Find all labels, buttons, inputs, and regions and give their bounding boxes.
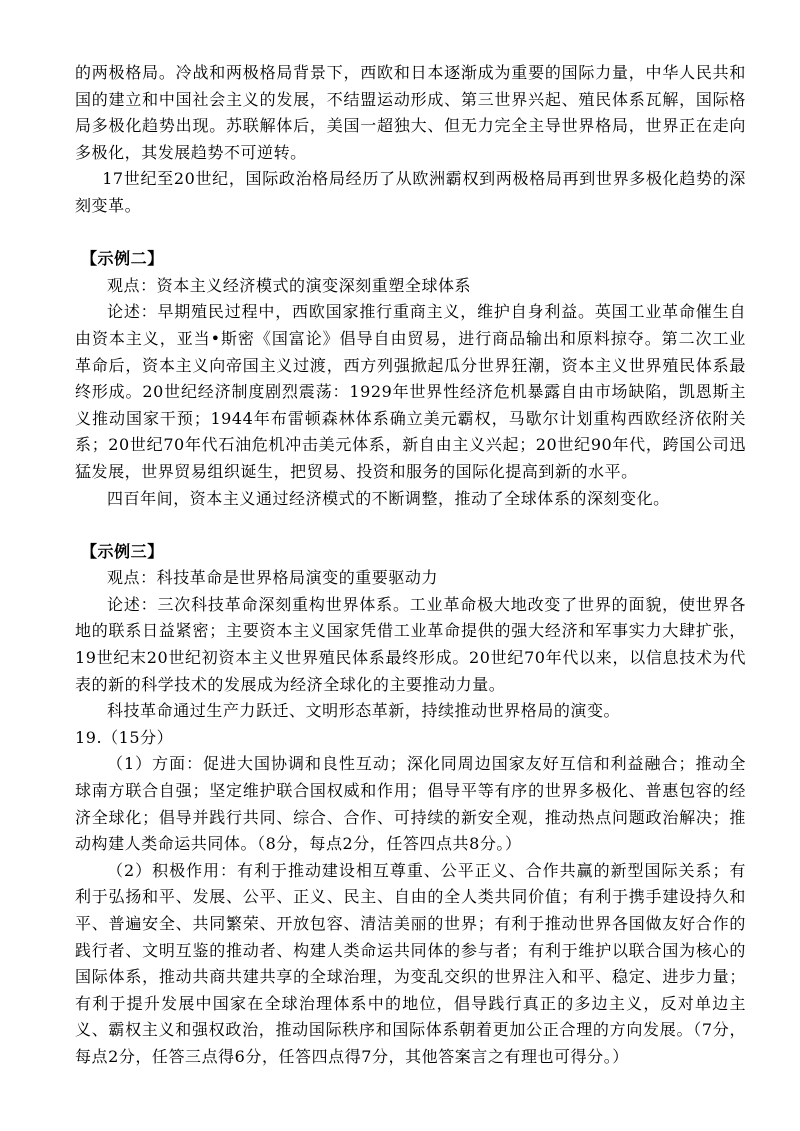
example-3-conclusion: 科技革命通过生产力跃迁、文明形态革新，持续推动世界格局的演变。 [107,701,621,721]
example-3-heading: 【示例三】 [81,541,164,561]
spacer [75,220,746,247]
intro-paragraph-2: 17世纪至20世纪，国际政治格局经历了从欧洲霸权到两极格局再到世界多极化趋势的深刻变革。 [75,169,746,215]
question-19-part-2: （2）积极作用：有利于推动建设相互尊重、公平正义、合作共赢的新型国际关系；有利于弘扬和平、发展、公平、正义、民主、自由的全人类共同价值；有利于携手建设持久和平、普遍安全、共同繁荣、开放包容、清洁美丽的世界；有利于推动世界各国做友好合作的践行者、文明互鉴的推动者、构建人类命运共同体的参与者；有利于维护以联合国为核心的国际体系，推动共商共建共享的全球治理，为变乱交织的世界注入和平、稳定、进步力量；有利于提升发展中国家在全球治理体系中的地位，倡导践行真正的多边主义，反对单边主义、霸权主义和强权政治，推动国际秩序和国际体系朝着更加公正合理的方向发展。（7分，每点2分，任答三点得6分，任答四点得7分，其他答案言之有理也可得分。） [75,860,746,1066]
example-3-viewpoint: 观点：科技革命是世界格局演变的重要驱动力 [107,568,439,588]
example-3-argument: 论述：三次科技革命深刻重构世界体系。工业革命极大地改变了世界的面貌，使世界各地的联系日益紧密；主要资本主义国家凭借工业革命提供的强大经济和军事实力大肆扩张，19世纪末20世纪初资本主义世界殖民体系最终形成。20世纪70年代以来，以信息技术为代表的新的科学技术的发展成为经济全球化的主要推动力量。 [75,594,746,694]
intro-paragraph-1: 的两极格局。冷战和两极格局背景下，西欧和日本逐渐成为重要的国际力量，中华人民共和国的建立和中国社会主义的发展，不结盟运动形成、第三世界兴起、殖民体系瓦解，国际格局多极化趋势出现。苏联解体后，美国一超独大、但无力完全主导世界格局，世界正在走向多极化，其发展趋势不可逆转。 [75,63,746,162]
example-2-conclusion: 四百年间，资本主义通过经济模式的不断调整，推动了全球体系的深刻变化。 [107,488,670,508]
question-19-number: 19.（15分） [75,727,174,747]
example-2-viewpoint: 观点：资本主义经济模式的演变深刻重塑全球体系 [107,275,472,295]
question-19-part-1: （1）方面：促进大国协调和良性互动；深化同周边国家友好互信和利益融合；推动全球南方联合自强；坚定维护联合国权威和作用；倡导平等有序的世界多极化、普惠包容的经济全球化；倡导并践行共同、综合、合作、可持续的新安全观，推动热点问题政治解决；推动构建人类命运共同体。（8分，每点2分，任答四点共8分。） [75,754,746,854]
example-2-heading: 【示例二】 [81,249,164,269]
example-2-argument: 论述：早期殖民过程中，西欧国家推行重商主义，维护自身利益。英国工业革命催生自由资本主义，亚当•斯密《国富论》倡导自由贸易，进行商品输出和原料掠夺。第二次工业革命后，资本主义向帝国主义过渡，西方列强掀起瓜分世界狂潮，资本主义世界殖民体系最终形成。20世纪经济制度剧烈震荡：1929年世界性经济危机暴露自由市场缺陷，凯恩斯主义推动国家干预；1944年布雷顿森林体系确立美元霸权，马歇尔计划重构西欧经济依附关系；20世纪70年代石油危机冲击美元体系，新自由主义兴起；20世纪90年代，跨国公司迅猛发展，世界贸易组织诞生，把贸易、投资和服务的国际化提高到新的水平。 [75,302,746,481]
spacer [75,512,746,539]
